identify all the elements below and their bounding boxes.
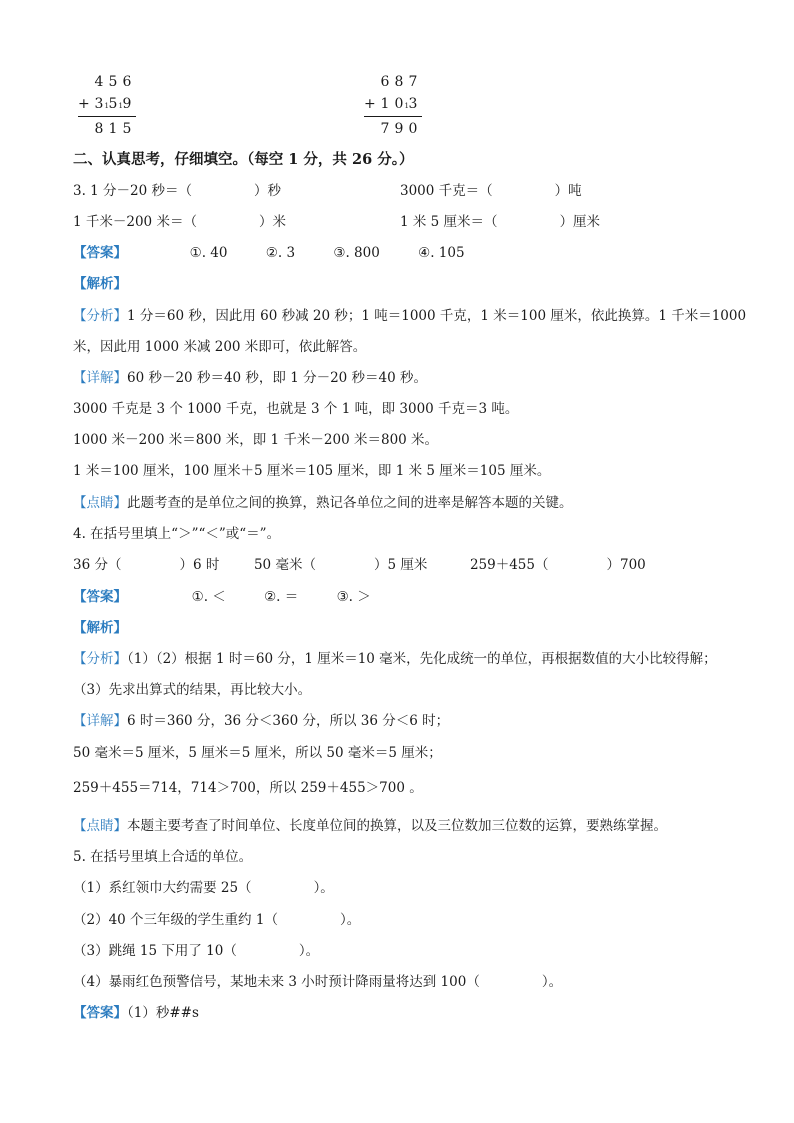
q4-title: 4. 在括号里填上“＞”“＜”或“＝”。 [73, 526, 281, 542]
analysis-heading: 【解析】 [73, 276, 127, 292]
q4-fenxi-2: （3）先求出算式的结果，再比较大小。 [73, 682, 312, 698]
plus-sign: + [364, 96, 376, 112]
q3-xiangjie-4: 1 米＝100 厘米，100 厘米＋5 厘米＝105 厘米，即 1 米 5 厘米＝105 厘米。 [73, 463, 551, 479]
answer-tag: 【答案】 [73, 245, 127, 261]
q4-xiangjie-2: 50 毫米＝5 厘米，5 厘米＝5 厘米，所以 50 毫米＝5 厘米； [73, 745, 442, 761]
digit: 9 [394, 121, 404, 137]
answer-item: ①. ＜ [191, 589, 226, 605]
digit: 3 [408, 96, 418, 112]
carry-mark: 1 [118, 102, 123, 110]
q5-item-4: （4）暴雨红色预警信号，某地未来 3 小时预计降雨量将达到 100（ ）。 [73, 974, 563, 990]
digit: 1 [380, 96, 390, 112]
answer-tag: 【答案】 [73, 589, 127, 605]
sum-result [364, 118, 422, 140]
q3-fenxi-1: 【分析】1 分＝60 秒，因此用 60 秒减 20 秒；1 吨＝1000 千克，1 米＝100 厘米，依此换算。1 千米＝1000 [73, 308, 747, 324]
section-title: 二、认真思考，仔细填空。（每空 1 分，共 26 分。） [73, 151, 414, 168]
sum-rule [78, 116, 136, 117]
q4-answer [73, 587, 371, 607]
digit: 0 [394, 96, 404, 112]
q3-row-1-right [400, 181, 582, 201]
digit: 8 [94, 121, 104, 137]
answer-item: ③. ＞ [336, 589, 371, 605]
q4-blank-b: 50 毫米（ ）5 厘米 [253, 557, 428, 573]
sum-result [78, 118, 136, 140]
q3-blank-a: 3. 1 分－20 秒＝（ ）秒 [73, 183, 282, 199]
vertical-addition-right [364, 71, 422, 140]
addend-bottom [364, 93, 422, 115]
q3-row-1 [73, 181, 281, 201]
digit: 0 [408, 121, 418, 137]
carry-mark: 1 [104, 102, 109, 110]
answer-item: ③. 800 [333, 245, 380, 261]
answer-item: ②. ＝ [264, 589, 299, 605]
q3-row-2-right [400, 212, 600, 232]
digit: 5 [108, 96, 118, 112]
q3-fenxi-2: 米，因此用 1000 米减 200 米即可，依此解答。 [73, 339, 367, 355]
digit: 4 [94, 74, 104, 90]
sum-rule [364, 116, 422, 117]
q5-item-1: （1）系红领巾大约需要 25（ ）。 [73, 880, 334, 896]
digit: 5 [122, 121, 132, 137]
digit: 7 [408, 74, 418, 90]
q4-blank-c: 259＋455（ ）700 [469, 557, 646, 573]
q3-blank-c: 1 千米－200 米＝（ ）米 [73, 214, 286, 230]
digit: 6 [122, 74, 132, 90]
q4-xiangjie-3: 259＋455＝714，714＞700，所以 259＋455＞700 。 [73, 780, 423, 796]
q5-title: 5. 在括号里填上合适的单位。 [73, 849, 253, 865]
carry-mark: 1 [404, 102, 409, 110]
addend-bottom [78, 93, 136, 115]
digit: 3 [94, 96, 104, 112]
q3-blank-b: 3000 千克＝（ ）吨 [400, 183, 582, 199]
q3-xiangjie-1: 【详解】60 秒－20 秒＝40 秒，即 1 分－20 秒＝40 秒。 [73, 370, 428, 386]
answer-item: ④. 105 [418, 245, 465, 261]
analysis-heading: 【解析】 [73, 620, 127, 636]
q4-items [73, 555, 646, 575]
answer-item: ②. 3 [265, 245, 296, 261]
q5-item-2: （2）40 个三年级的学生重约 1（ ）。 [73, 912, 361, 928]
xiangjie-tag: 【详解】 [73, 713, 127, 729]
digit: 9 [122, 96, 132, 112]
q3-dianjing: 【点睛】此题考查的是单位之间的换算，熟记各单位之间的进率是解答本题的关键。 [73, 495, 573, 511]
answer-tag: 【答案】 [73, 1005, 127, 1021]
q4-dianjing: 【点睛】本题主要考查了时间单位、长度单位间的换算，以及三位数加三位数的运算，要熟练掌握。 [73, 818, 667, 834]
q5-item-3: （3）跳绳 15 下用了 10（ ）。 [73, 943, 320, 959]
addend-top [364, 71, 422, 93]
q4-xiangjie-1: 【详解】6 时＝360 分，36 分＜360 分，所以 36 分＜6 时； [73, 713, 450, 729]
q3-row-2 [73, 212, 286, 232]
digit: 1 [108, 121, 118, 137]
dianjing-tag: 【点睛】 [73, 495, 127, 511]
q4-fenxi-1: 【分析】（1）（2）根据 1 时＝60 分，1 厘米＝10 毫米，先化成统一的单位，再根据数值的大小比较得解； [73, 651, 717, 667]
digit: 7 [380, 121, 390, 137]
fenxi-tag: 【分析】 [73, 651, 127, 667]
q3-answer [73, 243, 465, 263]
q3-xiangjie-2: 3000 千克是 3 个 1000 千克，也就是 3 个 1 吨，即 3000 千克＝3 吨。 [73, 401, 519, 417]
addend-top [78, 71, 136, 93]
plus-sign: + [78, 96, 90, 112]
fenxi-tag: 【分析】 [73, 308, 127, 324]
q3-blank-d: 1 米 5 厘米＝（ ）厘米 [400, 214, 601, 230]
digit: 5 [108, 74, 118, 90]
q3-xiangjie-3: 1000 米－200 米＝800 米，即 1 千米－200 米＝800 米。 [73, 432, 439, 448]
q4-blank-a: 36 分（ ）6 时 [73, 557, 220, 573]
answer-item: ①. 40 [189, 245, 228, 261]
dianjing-tag: 【点睛】 [73, 818, 127, 834]
q5-answer: 【答案】（1）秒##s [73, 1005, 199, 1021]
xiangjie-tag: 【详解】 [73, 370, 127, 386]
digit: 8 [394, 74, 404, 90]
vertical-addition-left [78, 71, 136, 140]
digit: 6 [380, 74, 390, 90]
